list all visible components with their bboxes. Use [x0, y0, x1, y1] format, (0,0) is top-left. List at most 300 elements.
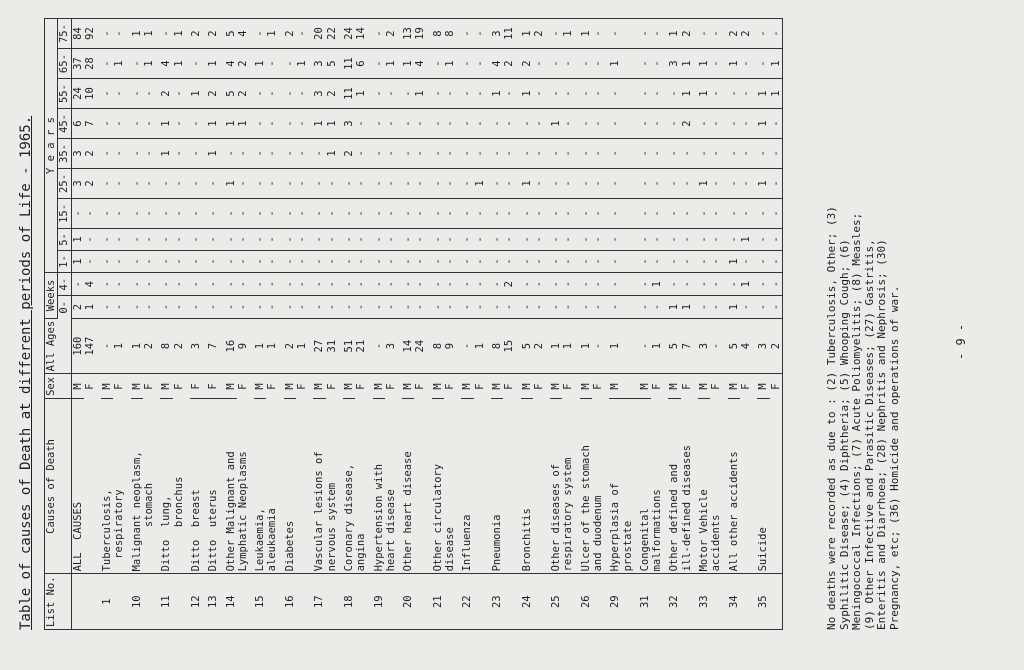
age-group-cell: -	[461, 139, 473, 169]
cause-of-death: Other circulatory disease	[432, 399, 462, 574]
age-group-cell: -	[740, 79, 757, 109]
age-group-cell: 2	[533, 19, 550, 49]
cause-of-death: Leukaemia, aleukaemia	[254, 399, 284, 574]
all-ages-cell: 1	[562, 318, 579, 374]
age-group-cell: 1	[668, 19, 680, 49]
age-group-cell: 1	[313, 109, 325, 139]
age-group-cell: -	[326, 228, 343, 250]
age-group-cell: -	[414, 139, 431, 169]
age-group-cell: 1	[580, 19, 592, 49]
age-group-cell: -	[550, 49, 562, 79]
age-group-cell: -	[101, 250, 113, 272]
age-group-cell: 1	[609, 49, 639, 79]
age-group-cell: -	[355, 228, 372, 250]
age-group-cell: -	[491, 139, 503, 169]
all-ages-cell: 16	[225, 318, 237, 374]
age-group-cell: 6	[71, 109, 84, 139]
all-ages-cell: 160	[71, 318, 84, 374]
age-group-cell: 1	[207, 49, 224, 79]
age-group-header: 55-	[58, 79, 71, 109]
age-group-cell: 1	[402, 49, 414, 79]
sex-cell: M	[639, 374, 651, 399]
age-group-cell: -	[237, 228, 254, 250]
age-group-cell: -	[639, 168, 651, 198]
table-row	[313, 19, 325, 630]
age-group-cell: -	[266, 250, 283, 272]
age-group-cell: -	[84, 228, 101, 250]
weeks-header: Weeks	[45, 273, 58, 319]
age-group-cell: -	[143, 139, 160, 169]
age-group-cell: -	[296, 139, 313, 169]
age-group-cell: -	[770, 139, 783, 169]
age-group-cell: -	[609, 109, 639, 139]
age-group-cell: -	[681, 139, 698, 169]
age-group-cell: -	[710, 296, 727, 319]
age-group-cell: 5	[225, 79, 237, 109]
age-group-cell: -	[474, 139, 491, 169]
age-group-cell: -	[592, 49, 609, 79]
age-group-cell: -	[474, 19, 491, 49]
table-row	[71, 19, 84, 630]
sex-cell: M	[698, 374, 710, 399]
sex-cell: F	[83, 383, 96, 390]
age-group-cell: 2	[207, 79, 224, 109]
age-group-cell: -	[580, 109, 592, 139]
age-group-cell: -	[284, 49, 296, 79]
age-group-cell: -	[207, 168, 224, 198]
age-group-cell: 1	[521, 79, 533, 109]
sex-cell: F	[207, 374, 224, 399]
age-group-cell: -	[550, 198, 562, 228]
cause-of-death: Ulcer of the stomach and duodenum	[580, 399, 610, 574]
age-group-cell: -	[355, 250, 372, 272]
age-group-cell: -	[609, 296, 639, 319]
age-group-cell: -	[562, 109, 579, 139]
age-group-cell: -	[728, 109, 740, 139]
age-group-cell: -	[385, 250, 402, 272]
sex-cell: M	[757, 374, 769, 399]
age-group-header: 5-	[58, 228, 71, 250]
age-group-cell: -	[385, 109, 402, 139]
age-group-cell: 1	[550, 109, 562, 139]
age-group-cell: -	[143, 168, 160, 198]
all-ages-cell: 51	[343, 318, 355, 374]
all-ages-cell: 21	[355, 318, 372, 374]
causes-header: Causes of Death	[45, 399, 72, 574]
sex-cell: F	[680, 383, 693, 390]
age-group-cell: -	[550, 228, 562, 250]
list-number: 23	[490, 595, 503, 609]
age-group-cell: -	[533, 273, 550, 296]
sex-cell: F	[355, 383, 368, 390]
age-group-cell: -	[254, 296, 266, 319]
sex-cell: F	[591, 383, 604, 390]
age-group-cell: 8	[432, 19, 444, 49]
list-number: 12	[189, 595, 202, 609]
age-group-cell: -	[609, 139, 639, 169]
age-group-cell: -	[491, 296, 503, 319]
age-group-cell: -	[326, 198, 343, 228]
all-ages-cell: 3	[385, 318, 402, 374]
age-group-cell: -	[414, 228, 431, 250]
list-number: 13	[207, 595, 220, 609]
age-group-cell: -	[113, 168, 130, 198]
age-group-cell: -	[355, 168, 372, 198]
sex-cell: M	[550, 374, 562, 399]
age-group-cell: -	[190, 168, 207, 198]
all-ages-cell: 5	[668, 318, 680, 374]
age-group-cell: -	[284, 109, 296, 139]
age-group-header: 4-	[58, 273, 71, 296]
age-group-cell: -	[373, 198, 385, 228]
sex-header: Sex	[45, 374, 72, 399]
age-group-cell: 2	[284, 19, 296, 49]
all-ages-cell: 2	[533, 318, 550, 374]
age-group-cell: -	[414, 168, 431, 198]
age-group-cell: -	[237, 139, 254, 169]
all-ages-cell: 1	[131, 318, 143, 374]
age-group-cell: -	[728, 168, 740, 198]
age-group-cell: -	[402, 168, 414, 198]
list-number: 22	[461, 595, 474, 609]
age-group-cell: -	[580, 273, 592, 296]
age-group-cell: -	[296, 168, 313, 198]
sex-cell: F	[384, 383, 397, 390]
table-row	[131, 19, 143, 630]
age-group-cell: -	[639, 19, 651, 49]
age-group-cell: -	[740, 49, 757, 79]
age-group-cell: 3	[71, 168, 84, 198]
age-group-cell: -	[101, 198, 113, 228]
age-group-cell: -	[402, 250, 414, 272]
age-group-cell: -	[609, 228, 639, 250]
age-group-cell: -	[609, 250, 639, 272]
age-group-cell: 1	[444, 49, 461, 79]
cause-of-death: Other Malignant and Lymphatic Neoplasms	[225, 399, 255, 574]
age-group-cell: -	[474, 228, 491, 250]
age-group-cell: 24	[71, 79, 84, 109]
age-group-cell: -	[313, 139, 325, 169]
age-group-cell: -	[190, 198, 207, 228]
age-group-cell: -	[550, 296, 562, 319]
age-group-cell: -	[461, 198, 473, 228]
age-group-cell: -	[355, 273, 372, 296]
age-group-cell: -	[131, 228, 143, 250]
age-group-cell: 7	[84, 109, 101, 139]
sex-cell: M	[461, 374, 473, 399]
all-ages-cell: 147	[84, 318, 101, 374]
age-group-cell: -	[296, 79, 313, 109]
sex-cell: M	[343, 374, 355, 399]
sex-cell: M	[131, 374, 143, 399]
table-row	[207, 19, 224, 630]
age-group-cell: 1	[728, 296, 740, 319]
age-group-cell: -	[592, 109, 609, 139]
age-group-cell: -	[461, 168, 473, 198]
age-group-cell: -	[503, 139, 520, 169]
sex-cell: F	[651, 383, 664, 390]
age-group-cell: -	[385, 79, 402, 109]
age-group-cell: -	[225, 198, 237, 228]
age-group-cell: 1	[385, 49, 402, 79]
age-group-cell: -	[698, 273, 710, 296]
age-group-cell: -	[639, 228, 651, 250]
age-group-cell: -	[131, 168, 143, 198]
age-group-cell: -	[740, 139, 757, 169]
age-group-cell: -	[710, 168, 727, 198]
age-group-cell: -	[284, 198, 296, 228]
age-group-cell: -	[326, 168, 343, 198]
age-group-cell: -	[740, 168, 757, 198]
all-ages-cell: 1	[254, 318, 266, 374]
age-group-cell: -	[533, 198, 550, 228]
age-group-cell: 2	[160, 79, 172, 109]
all-ages-cell: 3	[698, 318, 710, 374]
age-group-cell: -	[681, 250, 698, 272]
age-group-cell: -	[355, 198, 372, 228]
age-group-cell: -	[266, 109, 283, 139]
age-group-cell: 1	[698, 79, 710, 109]
age-group-cell: -	[373, 49, 385, 79]
cause-of-death: Bronchitis	[521, 399, 551, 574]
age-group-cell: -	[710, 228, 727, 250]
age-group-cell: -	[402, 228, 414, 250]
age-group-cell: 92	[84, 19, 101, 49]
age-group-cell: -	[313, 296, 325, 319]
age-group-cell: -	[533, 79, 550, 109]
age-group-cell: -	[651, 198, 668, 228]
age-group-cell: -	[207, 296, 224, 319]
age-group-cell: 10	[84, 79, 101, 109]
age-group-cell: -	[160, 250, 172, 272]
all-ages-header: All Ages	[45, 318, 72, 374]
sex-cell: F	[113, 383, 126, 390]
age-group-cell: -	[131, 79, 143, 109]
all-ages-cell: 24	[414, 318, 431, 374]
age-group-cell: -	[237, 296, 254, 319]
cause-of-death: ALL CAUSES	[71, 399, 101, 574]
footnote: No deaths were recorded as due to : (2) Tuberculosis, Other; (3) Syphilitic Disease; (4) Diphtheria; (5) Whooping Cough; (6) Meningococcal Infections; (7) Acute Poliomyelitis; (8) Measles; (9) Other Infective and Parasitic Diseases; (27) Gastritis, Enteritis and Diarrhoea; (28) Nephritis and Nephrosis; (30) Pregnancy, etc; (36) Homicide and operations of war.	[825, 206, 901, 630]
age-group-cell: -	[609, 198, 639, 228]
age-group-cell: -	[461, 250, 473, 272]
age-group-cell: -	[533, 250, 550, 272]
age-group-header: 45-	[58, 109, 71, 139]
age-group-cell: -	[521, 198, 533, 228]
sex-cell: M	[580, 374, 592, 399]
age-group-cell: -	[474, 49, 491, 79]
age-group-cell: -	[113, 19, 130, 49]
age-group-cell: 1	[740, 228, 757, 250]
age-group-cell: -	[757, 273, 769, 296]
all-ages-cell: 31	[326, 318, 343, 374]
table-row	[432, 19, 444, 630]
age-group-cell: 1	[113, 49, 130, 79]
table-row	[225, 19, 237, 630]
age-group-cell: -	[343, 168, 355, 198]
age-group-cell: -	[326, 250, 343, 272]
age-group-cell: -	[562, 198, 579, 228]
age-group-cell: -	[385, 168, 402, 198]
age-group-cell: -	[580, 296, 592, 319]
age-group-cell: -	[580, 198, 592, 228]
age-group-cell: -	[113, 250, 130, 272]
age-group-cell: 4	[225, 49, 237, 79]
age-group-cell: -	[651, 139, 668, 169]
age-group-cell: -	[770, 109, 783, 139]
age-group-cell: -	[444, 273, 461, 296]
age-group-cell: -	[592, 79, 609, 109]
age-group-cell: 11	[343, 79, 355, 109]
age-group-cell: 3	[313, 49, 325, 79]
age-group-cell: -	[254, 19, 266, 49]
age-group-cell: -	[461, 273, 473, 296]
age-group-cell: -	[698, 139, 710, 169]
age-group-cell: -	[710, 273, 727, 296]
age-group-cell: -	[101, 228, 113, 250]
age-group-cell: -	[710, 198, 727, 228]
age-group-cell: -	[503, 198, 520, 228]
age-group-cell: -	[402, 296, 414, 319]
all-ages-cell: 2	[143, 318, 160, 374]
age-group-cell: -	[143, 109, 160, 139]
age-group-cell: -	[313, 250, 325, 272]
age-group-cell: -	[373, 19, 385, 49]
age-group-cell: -	[503, 228, 520, 250]
age-group-cell: -	[503, 296, 520, 319]
age-group-cell: 2	[740, 19, 757, 49]
age-group-cell: -	[474, 79, 491, 109]
sex-cell: M	[313, 374, 325, 399]
age-group-cell: -	[113, 296, 130, 319]
age-group-cell: -	[71, 198, 84, 228]
age-group-cell: -	[592, 250, 609, 272]
age-group-cell: -	[284, 168, 296, 198]
age-group-cell: -	[550, 168, 562, 198]
age-group-cell: -	[190, 273, 207, 296]
age-group-cell: -	[550, 19, 562, 49]
age-group-cell: -	[160, 19, 172, 49]
age-group-cell: -	[668, 273, 680, 296]
page-number: - 9 -	[954, 323, 968, 360]
age-group-cell: -	[131, 109, 143, 139]
age-group-cell: -	[444, 296, 461, 319]
sex-cell: F	[710, 383, 723, 390]
age-group-cell: -	[173, 296, 190, 319]
age-group-cell: 11	[343, 49, 355, 79]
age-group-cell: -	[343, 198, 355, 228]
years-header: Y e a r s	[45, 19, 58, 273]
table-row	[550, 19, 562, 630]
age-group-cell: -	[266, 139, 283, 169]
age-group-cell: -	[402, 79, 414, 109]
age-group-cell: -	[710, 79, 727, 109]
page-title: Table of causes of Death at different periods of Life - 1965.	[18, 115, 34, 630]
age-group-cell: 2	[503, 273, 520, 296]
age-group-cell: 22	[326, 19, 343, 49]
cause-of-death: Influenza	[461, 399, 491, 574]
age-group-cell: -	[266, 273, 283, 296]
age-group-cell: -	[296, 228, 313, 250]
table-row	[160, 19, 172, 630]
cause-of-death: Other defined and ill-defined diseases	[668, 399, 698, 574]
age-group-cell: -	[728, 273, 740, 296]
age-group-cell: 1	[71, 250, 84, 272]
age-group-cell: -	[562, 168, 579, 198]
age-group-cell: -	[770, 296, 783, 319]
table-row	[190, 19, 207, 630]
age-group-cell: -	[131, 198, 143, 228]
age-group-cell: -	[728, 228, 740, 250]
age-group-cell: 1	[160, 139, 172, 169]
age-group-header: 75-	[58, 19, 71, 49]
age-group-cell: 3	[668, 49, 680, 79]
age-group-cell: -	[592, 139, 609, 169]
age-group-cell: -	[533, 168, 550, 198]
all-ages-cell: 8	[491, 318, 503, 374]
table-row	[402, 19, 414, 630]
age-group-cell: 4	[414, 49, 431, 79]
age-group-cell: -	[770, 273, 783, 296]
age-group-cell: -	[474, 109, 491, 139]
age-group-cell: 1	[254, 49, 266, 79]
age-group-cell: -	[580, 228, 592, 250]
age-group-cell: -	[770, 228, 783, 250]
age-group-cell: -	[609, 79, 639, 109]
age-group-cell: -	[101, 49, 113, 79]
all-ages-cell: 3	[190, 318, 207, 374]
age-group-cell: 5	[326, 49, 343, 79]
table-row	[698, 19, 710, 630]
causes-of-death-table	[44, 18, 783, 630]
age-group-cell: -	[770, 168, 783, 198]
age-group-cell: -	[313, 228, 325, 250]
age-group-cell: -	[207, 273, 224, 296]
age-group-cell: 2	[237, 49, 254, 79]
age-group-cell: 1	[207, 109, 224, 139]
age-group-cell: 19	[414, 19, 431, 49]
age-group-cell: -	[770, 198, 783, 228]
age-group-cell: -	[562, 49, 579, 79]
table-row	[757, 19, 769, 630]
age-group-cell: 8	[444, 19, 461, 49]
age-group-cell: -	[474, 198, 491, 228]
all-ages-cell: 4	[740, 318, 757, 374]
all-ages-cell: 5	[521, 318, 533, 374]
age-group-cell: -	[414, 273, 431, 296]
age-group-cell: -	[698, 19, 710, 49]
age-group-cell: -	[254, 168, 266, 198]
age-group-cell: -	[580, 139, 592, 169]
age-group-cell: -	[444, 79, 461, 109]
age-group-cell: -	[173, 168, 190, 198]
age-group-cell: -	[432, 139, 444, 169]
cause-of-death: Tuberculosis, respiratory	[101, 399, 131, 574]
table-row	[254, 19, 266, 630]
age-group-cell: -	[173, 139, 190, 169]
table-row	[609, 19, 639, 630]
age-group-cell: -	[160, 296, 172, 319]
age-group-cell: -	[698, 228, 710, 250]
all-ages-cell: 2	[284, 318, 296, 374]
age-group-cell: -	[432, 250, 444, 272]
age-group-cell: -	[432, 49, 444, 79]
age-group-cell: -	[237, 198, 254, 228]
age-group-cell: 1	[326, 109, 343, 139]
age-group-cell: -	[461, 296, 473, 319]
table-row	[521, 19, 533, 630]
age-group-cell: -	[113, 228, 130, 250]
age-group-cell: -	[190, 49, 207, 79]
